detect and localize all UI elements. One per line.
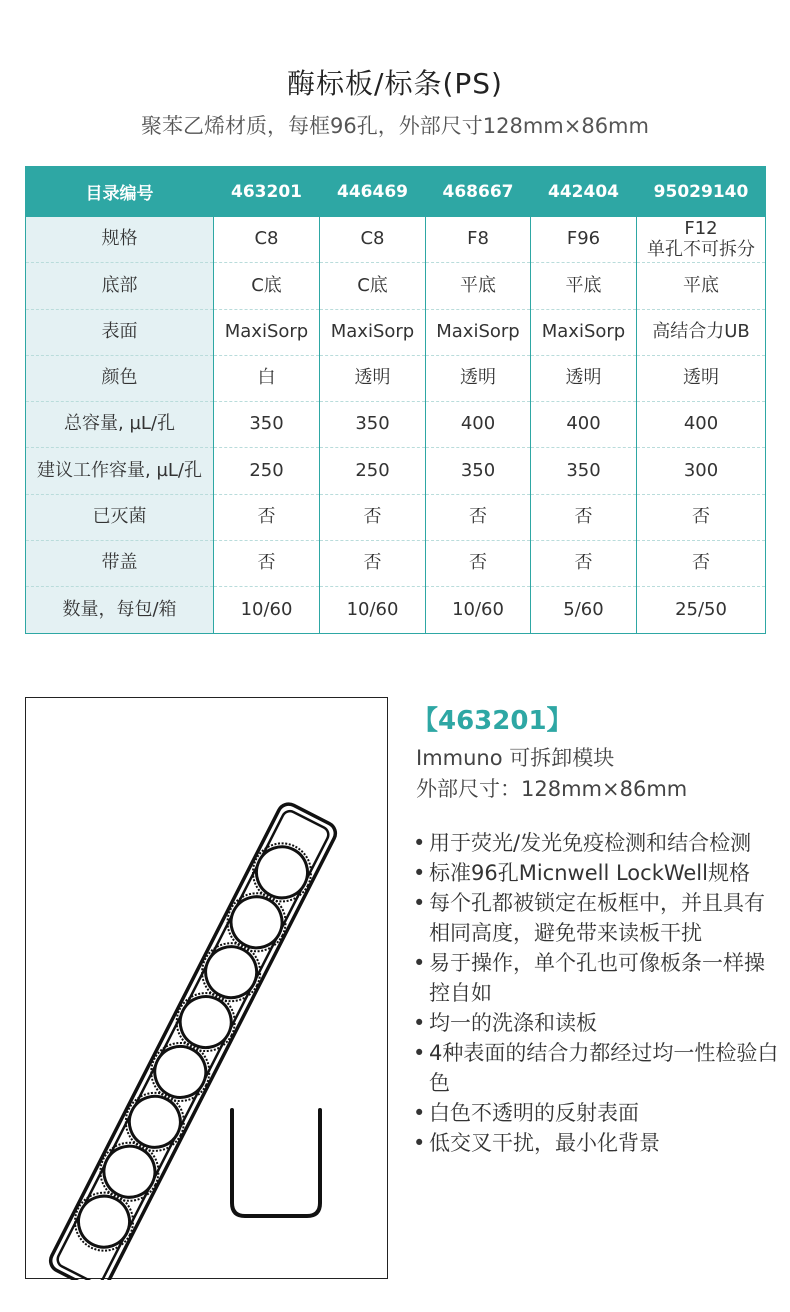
table-cell: 透明: [426, 355, 531, 401]
table-row: [26, 541, 766, 587]
table-cell: 否: [320, 494, 426, 540]
table-cell: F96: [531, 217, 637, 263]
row-label: 已灭菌: [26, 494, 214, 540]
table-row: [26, 494, 766, 540]
table-cell: 5/60: [531, 587, 637, 633]
product-name: Immuno 可拆卸模块: [416, 746, 615, 770]
product-code: 【463201】: [412, 706, 573, 736]
table-cell: 白: [214, 355, 320, 401]
table-cell: 10/60: [320, 587, 426, 633]
row-label: 表面: [26, 309, 214, 355]
product-size: 外部尺寸：128mm×86mm: [416, 777, 688, 801]
table-cell: MaxiSorp: [426, 309, 531, 355]
table-cell: 透明: [637, 355, 766, 401]
header-catalog-95029140: 95029140: [637, 167, 766, 217]
product-description: [416, 743, 687, 805]
table-cell: C8: [320, 217, 426, 263]
table-cell: 400: [531, 402, 637, 448]
feature-item: • 均一的洗涤和读板: [412, 1008, 782, 1038]
feature-item: • 标准96孔Micnwell LockWell规格: [412, 858, 782, 888]
table-cell: 350: [531, 448, 637, 494]
row-label: 规格: [26, 217, 214, 263]
table-cell: 否: [637, 541, 766, 587]
table-row: [26, 355, 766, 401]
table-cell: 350: [426, 448, 531, 494]
table-cell: 否: [426, 494, 531, 540]
table-cell: MaxiSorp: [214, 309, 320, 355]
feature-list: [412, 828, 782, 1158]
product-illustration: [26, 698, 389, 1280]
table-row: [26, 587, 766, 633]
header-catalog-442404: 442404: [531, 167, 637, 217]
table-cell: MaxiSorp: [531, 309, 637, 355]
table-cell: F8: [426, 217, 531, 263]
product-figure: [25, 697, 388, 1279]
table-cell: 否: [637, 494, 766, 540]
table-row: [26, 263, 766, 309]
table-cell: MaxiSorp: [320, 309, 426, 355]
table-cell: 否: [214, 494, 320, 540]
header-catalog-468667: 468667: [426, 167, 531, 217]
feature-item: • 4种表面的结合力都经过均一性检验白色: [412, 1038, 782, 1098]
feature-item: • 低交叉干扰，最小化背景: [412, 1128, 782, 1158]
feature-item: • 易于操作，单个孔也可像板条一样操控自如: [412, 948, 782, 1008]
table-cell: 350: [214, 402, 320, 448]
header-catalog-number: 目录编号: [26, 167, 214, 217]
row-label: 数量，每包/箱: [26, 587, 214, 633]
row-label: 带盖: [26, 541, 214, 587]
table-cell: 否: [531, 494, 637, 540]
table-cell: 300: [637, 448, 766, 494]
feature-item: • 每个孔都被锁定在板框中，并且具有相同高度，避免带来读板干扰: [412, 888, 782, 948]
table-cell: 透明: [320, 355, 426, 401]
table-cell: 否: [426, 541, 531, 587]
row-label: 底部: [26, 263, 214, 309]
row-label: 颜色: [26, 355, 214, 401]
header-catalog-463201: 463201: [214, 167, 320, 217]
spec-table: [25, 166, 766, 634]
table-cell: 350: [320, 402, 426, 448]
table-row: [26, 217, 766, 263]
row-label: 总容量, µL/孔: [26, 402, 214, 448]
table-cell: 否: [214, 541, 320, 587]
table-cell: 透明: [531, 355, 637, 401]
table-cell: C底: [214, 263, 320, 309]
table-header-row: [26, 167, 766, 217]
table-cell: 250: [320, 448, 426, 494]
table-cell: 10/60: [426, 587, 531, 633]
feature-item: • 用于荧光/发光免疫检测和结合检测: [412, 828, 782, 858]
table-cell: 平底: [426, 263, 531, 309]
table-cell: 400: [637, 402, 766, 448]
page-subtitle: 聚苯乙烯材质，每框96孔，外部尺寸128mm×86mm: [141, 114, 649, 138]
feature-item: • 白色不透明的反射表面: [412, 1098, 782, 1128]
table-cell: 高结合力UB: [637, 309, 766, 355]
table-cell: 400: [426, 402, 531, 448]
table-row: [26, 309, 766, 355]
table-cell: C底: [320, 263, 426, 309]
table-cell: 10/60: [214, 587, 320, 633]
table-cell: 否: [531, 541, 637, 587]
table-cell: 否: [320, 541, 426, 587]
row-label: 建议工作容量, µL/孔: [26, 448, 214, 494]
table-row: [26, 402, 766, 448]
8-well-strip-icon: [47, 800, 339, 1280]
page-title: 酶标板/标条(PS): [287, 67, 503, 100]
table-cell: 平底: [531, 263, 637, 309]
table-cell: C8: [214, 217, 320, 263]
table-row: [26, 448, 766, 494]
table-cell: 250: [214, 448, 320, 494]
c-bottom-well-profile-icon: [232, 1110, 320, 1216]
header-catalog-446469: 446469: [320, 167, 426, 217]
table-cell: 25/50: [637, 587, 766, 633]
table-cell: F12 单孔不可拆分: [637, 217, 766, 263]
table-cell: 平底: [637, 263, 766, 309]
